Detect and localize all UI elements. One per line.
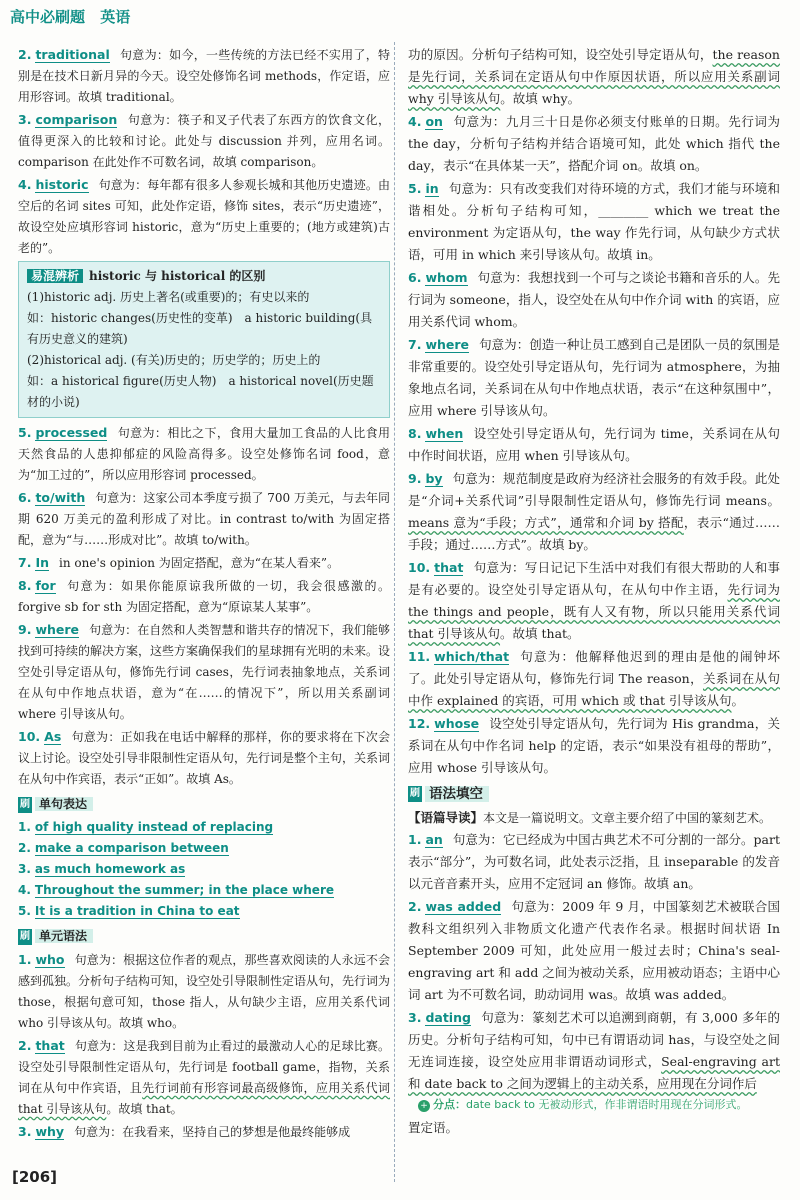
entry-text: 句意为：每年都有很多人参观长城和其他历史遗迹。由空后的名词 sites 可知，此处作定语，修饰 sites，表示“历史遗迹”，故设空处应填形容词 historic，意为“历史上重要的；(地方或建筑)古老的”。: [18, 178, 390, 255]
entry-number: 6.: [18, 490, 32, 505]
entry-answer: processed: [35, 425, 108, 440]
entry-answer: In: [35, 555, 50, 570]
entry-text: 句意为：如今，一些传统的方法已经不实用了，特别是在技术日新月异的今天。设空处修饰名词 methods，作定语，应用形容词。故填 traditional。: [18, 48, 390, 104]
answer-entry: [18, 174, 390, 259]
entry-answer: traditional: [35, 47, 110, 62]
box-line: 如：a historical figure(历史人物) a historical novel(历史题材的小说): [27, 374, 374, 409]
entry-answer: for: [35, 578, 56, 593]
section-title: 语法填空: [425, 786, 489, 802]
entry-number: 2.: [18, 47, 32, 62]
entry-highlight: means 意为“手段；方式”，通常和介词 by 搭配: [408, 515, 684, 530]
entry-answer: who: [35, 952, 65, 967]
expression-number: 5.: [18, 904, 31, 918]
answer-entry: [408, 178, 780, 266]
answer-entry: [408, 468, 780, 556]
answer-entry: [408, 111, 780, 177]
entry-answer: when: [425, 426, 464, 441]
entry-text: 。故填 that。: [500, 626, 580, 641]
entry-number: 8.: [408, 426, 422, 441]
expression-text: make a comparison between: [34, 841, 229, 855]
expression-number: 1.: [18, 820, 31, 834]
expression-list: [18, 817, 390, 922]
entry-number: 8.: [18, 578, 32, 593]
passage-guide: [408, 807, 780, 829]
answer-entry: [408, 557, 780, 645]
entry-text: 句意为：规范制度是政府为经济社会服务的有效手段。此处是“介词+关系代词”引导限制性定语从句，修饰先行词 means。: [408, 471, 780, 508]
entry-highlight: 先行词为 the things and people，既有人又有物，所以只能用关系代词 that 引导该从句: [408, 582, 780, 641]
entry-number: 4.: [408, 114, 422, 129]
entry-number: 9.: [408, 471, 422, 486]
answer-entry: [408, 423, 780, 467]
left-column: [18, 44, 390, 1144]
entry-number: 10.: [408, 560, 431, 575]
expression-item: [18, 901, 390, 922]
entry-highlight: 先行词前有形容词最高级修饰，应用关系代词 that 引导该从句: [18, 1081, 390, 1116]
answer-entry: [18, 619, 390, 725]
section-tag: 刷: [408, 786, 422, 802]
answer-entry: [18, 44, 390, 108]
section-header: [18, 794, 390, 815]
box-line: 如：historic changes(历史性的变革) a historic building(具有历史意义的建筑): [27, 311, 373, 346]
entries-group-c: [408, 111, 780, 779]
entry-answer: whom: [425, 270, 468, 285]
guide-text: 本文是一篇说明文。文章主要介绍了中国的篆刻艺术。: [483, 811, 772, 825]
entry-text: 句意为：写日记记下生活中对我们有很大帮助的人和事是有必要的。设空处引导定语从句，在从句中作主语，: [408, 560, 780, 597]
entry-tail: 置定语。: [408, 1120, 459, 1135]
entry-text: 句意为：筷子和叉子代表了东西方的饮食文化，值得更深入的比较和讨论。此处与 discussion 并列，应用名词。comparison 在此处作不可数名词，故填 comparison。: [18, 113, 390, 169]
answer-entry: [408, 646, 780, 712]
entry-answer: was added: [425, 899, 502, 914]
box-line: (1)historic adj. 历史上著名(或重要)的；有史以来的: [27, 290, 310, 304]
entry-number: 10.: [18, 729, 41, 744]
expression-text: of high quality instead of replacing: [34, 820, 274, 834]
entry-text: 句意为：篆刻艺术可以追溯到商朝，有 3,000 多年的历史。分析句子结构可知，句中已有谓语动词 has，与设空处之间无连词连接，设空处应用非谓语动词形式，: [408, 1010, 780, 1069]
entry-text: 句意为：九月三十日是你必须支付账单的日期。先行词为 the day，分析句子结构并结合语境可知，此处 which 指代 the day，表示“在具体某一天”，搭配介词 on。故填 on。: [408, 114, 780, 173]
entry-text: 句意为：这是我到目前为止看过的最激动人心的足球比赛。设空处引导限制性定语从句，先行词是 football game，指物，关系词在从句中作宾语，且: [18, 1039, 390, 1095]
answer-entry: [408, 829, 780, 895]
entry-answer: dating: [425, 1010, 471, 1025]
entry-text: 句意为：它已经成为中国古典艺术不可分割的一部分。part 表示“部分”，为可数名词，此处表示泛指，且 inseparable 的发音以元音音素开头，应用不定冠词 an 修饰。故填 an。: [408, 832, 780, 891]
entry-text: 句意为：只有改变我们对待环境的方式，我们才能与环境和谐相处。分析句子结构可知，________ which we treat the environment 为定语从句，the way 作先行词，从句缺少方式状语，可用 in which 来引导该从句。故填 in。: [408, 181, 780, 262]
book-title: 高中必刷题: [10, 8, 86, 26]
expression-item: [18, 880, 390, 901]
entry-number: 2.: [408, 899, 422, 914]
entry-text: 句意为：正如我在电话中解释的那样，你的要求将在下次会议上讨论。设空处引导非限制性定语从句，先行词是整个主句，关系词在从句中作宾语，表示“正如”。故填 As。: [18, 730, 391, 786]
answer-entry: [408, 267, 780, 333]
answer-entry: [18, 1121, 390, 1143]
tip-note: [418, 1097, 780, 1113]
entry-text: 句意为：这家公司本季度亏损了 700 万美元，与去年同期 620 万美元的盈利形成了对比。in contrast to/with 为固定搭配，意为“与……形成对比”。故填 to/with。: [18, 491, 390, 547]
box-heading: historic 与 historical 的区别: [89, 269, 266, 283]
expression-item: [18, 859, 390, 880]
entry-answer: why: [35, 1124, 65, 1139]
section-tag: 刷: [18, 929, 32, 945]
entry-text: 句意为：在自然和人类智慧和谐共存的情况下，我们能够找到可持续的解决方案，这些方案确保我们的星球拥有光明的未来。设空处引导定语从句，修饰先行词 cases，先行词表抽象地点，关系词在从句中作地点状语，意为“在……的情况下”，所以用关系副词 where 引导该从句。: [18, 623, 391, 721]
entry-highlight: Seal-engraving art 和 date back to 之间为逻辑上的主动关系，应用现在分词作后: [408, 1054, 780, 1091]
entries-group-b: [18, 422, 390, 790]
entry-answer: by: [425, 471, 443, 486]
entry-text: 设空处引导定语从句，先行词为 time，关系词在从句中作时间状语，应用 when 引导该从句。: [408, 426, 780, 463]
section-title: 单句表达: [35, 797, 93, 811]
entry-number: 3.: [18, 112, 32, 127]
entry-answer: historic: [35, 177, 89, 192]
entry-text: in one's opinion 为固定搭配，意为“在某人看来”。: [59, 556, 340, 570]
grammar-list: [18, 949, 390, 1143]
tip-label: 分点：: [433, 1098, 466, 1111]
entry-text: ，表示“通过……手段；通过……方式”。故填 by。: [408, 515, 780, 552]
entry-text: 。故填 that。: [106, 1102, 183, 1116]
entry-text: 句意为：2009 年 9 月，中国篆刻艺术被联合国教科文组织列入非物质文化遗产代表作名录。根据时间状语 In September 2009 可知，此处应用一般过去时；China's seal-engraving art 和 add 之间为被动关系，应用被动语态；主语中心词 art 为不可数名词，助动词用 was。故填 was added。: [408, 899, 781, 1002]
entry-number: 3.: [18, 1124, 32, 1139]
expression-text: Throughout the summer; in the place where: [34, 883, 334, 897]
entry-answer: that: [434, 560, 464, 575]
entry-text: 句意为：根据这位作者的观点，那些喜欢阅读的人永远不会感到孤独。分析句子结构可知，设空处引导限制性定语从句，先行词为 those，根据句意可知，those 指人，从句缺少主语，应用关系代词 who 引导该从句。故填 who。: [18, 953, 391, 1030]
tip-box: [18, 261, 390, 418]
entry-number: 6.: [408, 270, 422, 285]
entry-text: 。故填 why。: [500, 91, 581, 106]
section-tag: 刷: [18, 797, 32, 813]
expression-item: [18, 817, 390, 838]
entry-text: 句意为：如果你能原谅我所做的一切，我会很感激的。forgive sb for sth 为固定搭配，意为“原谅某人某事”。: [18, 579, 390, 614]
entry-answer: whose: [434, 716, 480, 731]
answer-entry: [18, 575, 390, 618]
entry-highlight: the reason 是先行词，关系词在定语从句中作原因状语，所以应用关系副词 why 引导该从句: [408, 47, 780, 106]
entry-number: 5.: [18, 425, 32, 440]
section-title: 单元语法: [35, 929, 93, 943]
entry-answer: where: [35, 622, 80, 637]
entry-answer: As: [44, 729, 62, 744]
answer-entry: [408, 1007, 780, 1095]
section-header: [18, 926, 390, 947]
subject-title: 英语: [100, 8, 131, 26]
expression-number: 4.: [18, 883, 31, 897]
entry-number: 7.: [18, 555, 32, 570]
entry-answer: to/with: [35, 490, 86, 505]
column-divider: [394, 42, 395, 1182]
entry-text: 句意为：我想找到一个可与之谈论书籍和音乐的人。先行词为 someone，指人，设空处在从句中作介词 with 的宾语，应用关系代词 whom。: [408, 270, 780, 329]
expression-number: 3.: [18, 862, 31, 876]
entries-group-a: [18, 44, 390, 259]
answer-entry: [408, 334, 780, 422]
entry-continued: [408, 44, 780, 110]
entry-text: 设空处引导定语从句，先行词为 His grandma，关系词在从句中作名词 help 的定语，表示“如果没有祖母的帮助”，应用 whose 引导该从句。: [408, 716, 780, 775]
plus-icon: +: [418, 1100, 430, 1112]
expression-text: It is a tradition in China to eat: [34, 904, 240, 918]
answer-entry: [408, 896, 780, 1006]
entry-text: 句意为：创造一种让员工感到自己是团队一员的氛围是非常重要的。设空处引导定语从句，先行词为 atmosphere，为抽象地点名词，关系词在从句中作地点状语，表示“在这种氛围中”，应用 where 引导该从句。: [408, 337, 780, 418]
entry-number: 3.: [408, 1010, 422, 1025]
answer-entry: [408, 713, 780, 779]
box-tag: 易混辨析: [27, 269, 83, 283]
section-header: [408, 783, 780, 805]
entry-number: 5.: [408, 181, 422, 196]
entry-text: 句意为：在我看来，坚持自己的梦想是他最终能够成: [74, 1125, 351, 1139]
entry-number: 1.: [18, 952, 32, 967]
entry-answer: in: [425, 181, 439, 196]
entry-number: 7.: [408, 337, 422, 352]
answer-entry: [18, 1035, 390, 1120]
expression-text: as much homework as: [34, 862, 186, 876]
entry-answer: comparison: [35, 112, 118, 127]
entry-answer: that: [35, 1038, 65, 1053]
entry-number: 2.: [18, 1038, 32, 1053]
entry-answer: which/that: [434, 649, 510, 664]
guide-label: 【语篇导读】: [408, 810, 484, 825]
entry-answer: an: [425, 832, 443, 847]
entry-number: 12.: [408, 716, 431, 731]
answer-entry: [18, 487, 390, 551]
entry-number: 4.: [18, 177, 32, 192]
expression-item: [18, 838, 390, 859]
entry-text: 句意为：相比之下，食用大量加工食品的人比食用天然食品的人患抑郁症的风险高得多。设空处修饰名词 food，意为“加工过的”，所以应用形容词 processed。: [18, 426, 390, 482]
entry-answer: where: [425, 337, 470, 352]
entry-number: 11.: [408, 649, 431, 664]
page-header: [10, 6, 130, 27]
entry-text: 功的原因。分析句子结构可知，设空处引导定语从句，: [408, 47, 713, 62]
entry-answer: on: [425, 114, 443, 129]
entry-number: 1.: [408, 832, 422, 847]
tip-text: date back to 无被动形式，作非谓语时用现在分词形式。: [466, 1098, 748, 1111]
answer-entry: [18, 949, 390, 1034]
answer-entry: [18, 552, 390, 574]
answer-entry: [18, 109, 390, 173]
right-column: [408, 44, 780, 1140]
answer-entry: [18, 726, 390, 790]
entry-text: 。: [731, 693, 745, 708]
entry-highlight: 关系词在从句中作 explained 的宾语，可用 which 或 that 引导该从句: [408, 671, 780, 708]
entry-text: 句意为：他解释他迟到的理由是他的闹钟坏了。此处引导定语从句，修饰先行词 The reason，: [408, 649, 780, 686]
fill-list: [408, 829, 780, 1095]
page-number: [206]: [12, 1168, 58, 1186]
expression-number: 2.: [18, 841, 31, 855]
box-line: (2)historical adj. (有关)历史的；历史学的；历史上的: [27, 353, 321, 367]
entry-number: 9.: [18, 622, 32, 637]
answer-entry: [18, 422, 390, 486]
